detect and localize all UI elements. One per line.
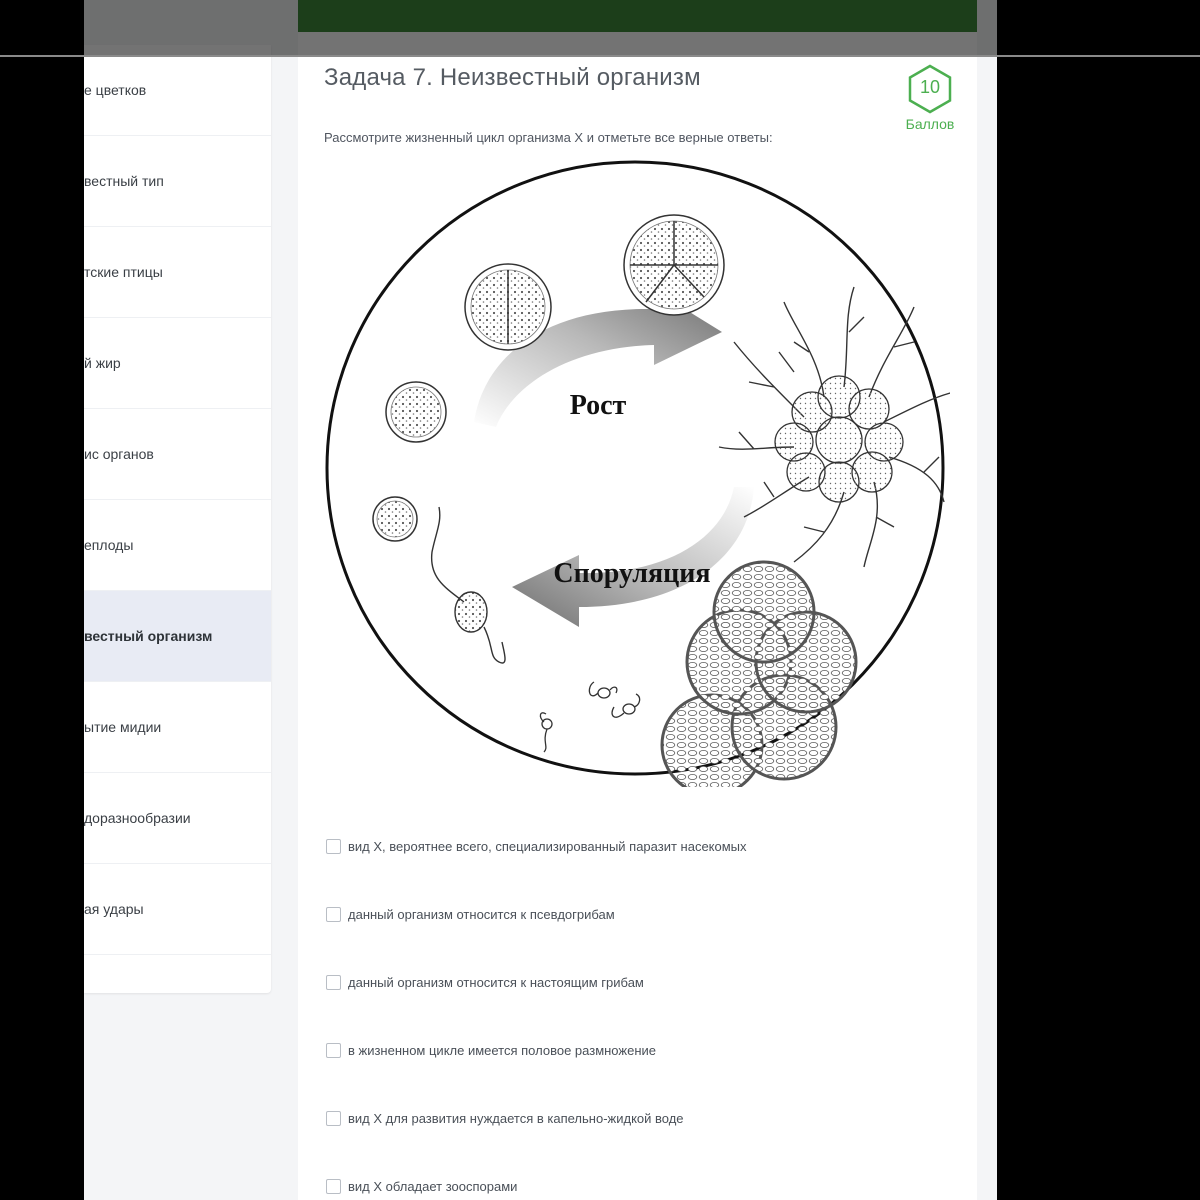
answer-option-text: вид X, вероятнее всего, специализированный паразит насекомых <box>348 838 747 854</box>
sidebar-item-birds[interactable] <box>84 227 271 318</box>
answer-option[interactable] <box>326 880 747 948</box>
sidebar-item-label: вестный тип <box>84 173 164 189</box>
cell-four-celled <box>624 215 724 315</box>
sidebar-item-flowers[interactable] <box>84 45 271 136</box>
cell-two-celled <box>465 264 551 350</box>
answer-checkbox[interactable] <box>326 839 341 854</box>
top-dim-overlay <box>0 0 1200 55</box>
sidebar-item-label: ытие мидии <box>84 719 162 735</box>
answer-option[interactable] <box>326 1016 747 1084</box>
answer-option-text: данный организм относится к настоящим грибам <box>348 974 644 990</box>
answer-option[interactable] <box>326 1152 747 1200</box>
answer-checkbox[interactable] <box>326 1179 341 1194</box>
sidebar-item-label: е цветков <box>84 82 147 98</box>
answer-checkbox[interactable] <box>326 907 341 922</box>
answer-option-text: вид X обладает зооспорами <box>348 1178 518 1194</box>
score-badge <box>898 64 962 132</box>
sidebar-item-fat[interactable] <box>84 318 271 409</box>
sidebar-item-organs[interactable] <box>84 409 271 500</box>
answer-checkbox[interactable] <box>326 975 341 990</box>
answer-option-text: данный организм относится к псевдогрибам <box>348 906 615 922</box>
sidebar-item-unknown-organism[interactable] <box>84 591 271 682</box>
label-growth: Рост <box>569 390 627 421</box>
task-instruction: Рассмотрите жизненный цикл организма X и отметьте все верные ответы: <box>324 130 773 145</box>
life-cycle-figure <box>324 157 950 787</box>
score-value: 10 <box>919 77 941 97</box>
sidebar-item-unknown-type[interactable] <box>84 136 271 227</box>
score-label: Баллов <box>905 116 955 132</box>
sidebar-item-label: ая удары <box>84 901 144 917</box>
sidebar-item-label: тские птицы <box>84 264 163 280</box>
answer-option[interactable] <box>326 948 747 1016</box>
sidebar-item-label: доразнообразии <box>84 810 191 826</box>
sidebar-item-strikes[interactable] <box>84 864 271 955</box>
cell-single-small <box>373 497 417 541</box>
answer-checkbox[interactable] <box>326 1111 341 1126</box>
task-sidebar <box>84 45 271 993</box>
answer-options <box>326 812 747 1200</box>
task-title: Задача 7. Неизвестный организм <box>324 64 701 91</box>
app-screen <box>84 0 997 1200</box>
answer-option-text: в жизненном цикле имеется половое размножение <box>348 1042 656 1058</box>
sidebar-item-label: ис органов <box>84 446 154 462</box>
sidebar-item-label: еплоды <box>84 537 134 553</box>
sidebar-item-label: й жир <box>84 355 121 371</box>
answer-checkbox[interactable] <box>326 1043 341 1058</box>
sidebar-item-mussels[interactable] <box>84 682 271 773</box>
label-sporulation: Споруляция <box>553 558 711 589</box>
task-card <box>298 32 977 1200</box>
cell-single-medium <box>386 382 446 442</box>
sidebar-item-diversity[interactable] <box>84 773 271 864</box>
sidebar-item-label: вестный организм <box>84 628 213 644</box>
answer-option[interactable] <box>326 812 747 880</box>
sidebar-item-fruits[interactable] <box>84 500 271 591</box>
answer-option[interactable] <box>326 1084 747 1152</box>
top-divider-line <box>0 55 1200 57</box>
answer-option-text: вид X для развития нуждается в капельно-жидкой воде <box>348 1110 684 1126</box>
